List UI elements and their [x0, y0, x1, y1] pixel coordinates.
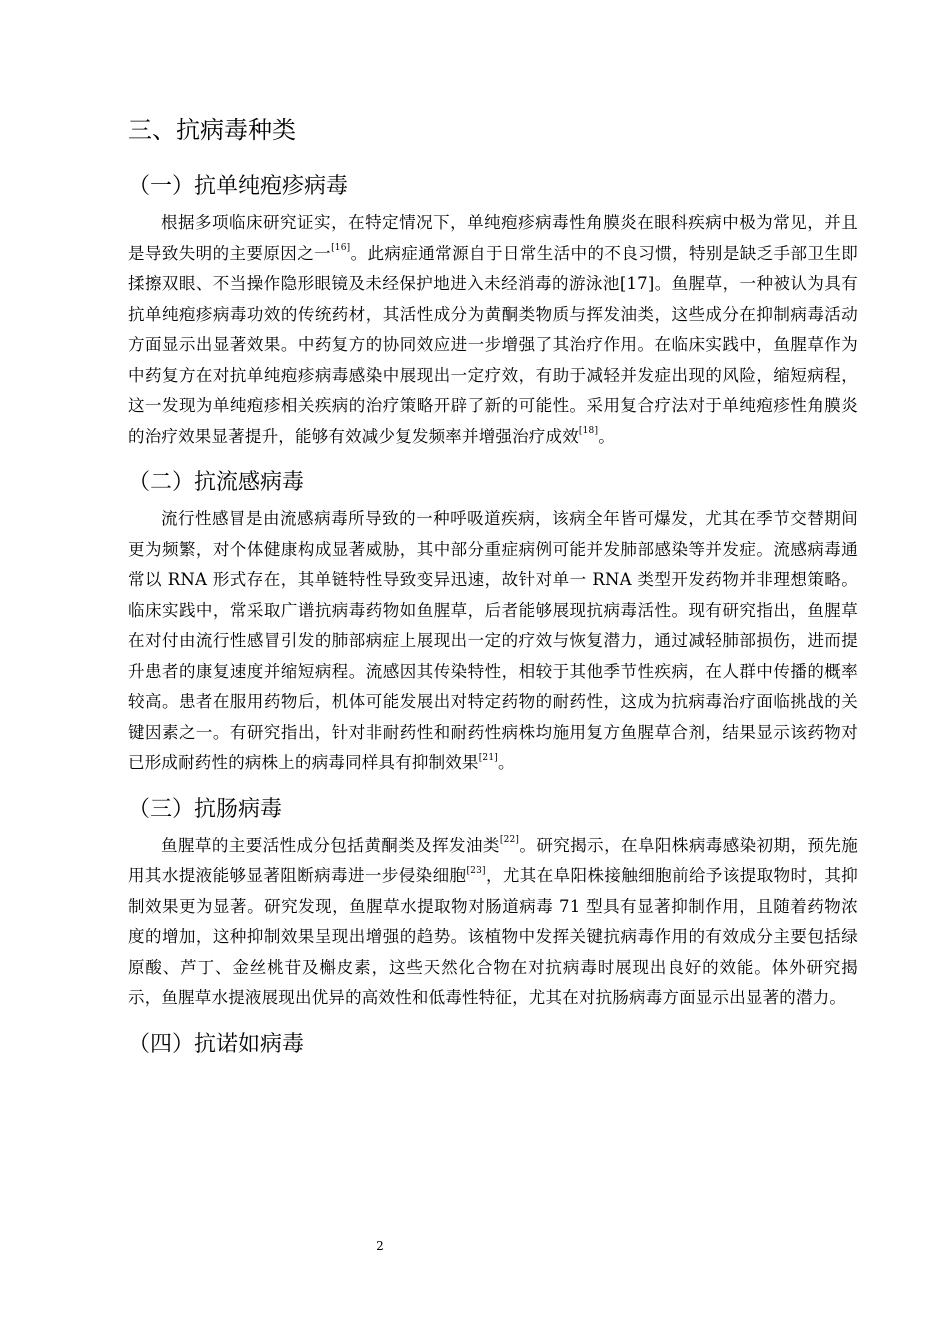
section-heading: 三、抗病毒种类 — [128, 116, 296, 144]
citation-ref: [22] — [499, 835, 520, 845]
text-run: 。 — [497, 753, 515, 772]
text-run: 。研究揭示，在阜阳株病毒感染初期，预先施用其水提液能够显著阻断病毒进一步侵染细胞 — [128, 835, 858, 885]
text-run: ，尤其在阜阳株接触细胞前给予该提取物时，其抑制效果更为显著。研究发现，鱼腥草水提取物对肠道病毒 71 型具有显著抑制作用，且随着药物浓度的增加，这种抑制效果呈现出增强的趋势。该植物中发挥关键抗病毒作用的有效成分主要包括绿原酸、芦丁、金丝桃苷及槲皮素，这些天然化合物在对抗病毒时展现出良好的效能。体外研究揭示，鱼腥草水提液展现出优异的高效性和低毒性特征，尤其在对抗肠病毒方面显示出显著的潜力。 — [128, 866, 858, 1007]
text-run: 。此病症通常源自于日常生活中的不良习惯，特别是缺乏手部卫生即揉擦双眼、不当操作隐形眼镜及未经保护地进入未经消毒的游泳池[17]。鱼腥草，一种被认为具有抗单纯疱疹病毒功效的传统药材，其活性成分为黄酮类物质与挥发油类，这些成分在抑制病毒活动方面显示出显著效果。中药复方的协同效应进一步增强了其治疗作用。在临床实践中，鱼腥草作为中药复方在对抗单纯疱疹病毒感染中展现出一定疗效，有助于减轻并发症出现的风险，缩短病程，这一发现为单纯疱疹相关疾病的治疗策略开辟了新的可能性。采用复合疗法对于单纯疱疹性角膜炎的治疗效果显著提升，能够有效减少复发频率并增强治疗成效 — [128, 243, 858, 446]
paragraph-enterovirus — [128, 831, 858, 1014]
text-run: 流行性感冒是由流感病毒所导致的一种呼吸道疾病，该病全年皆可爆发，尤其在季节交替期间更为频繁，对个体健康构成显著威胁，其中部分重症病例可能并发肺部感染等并发症。流感病毒通常以 RNA 形式存在，其单链特性导致变异迅速，故针对单一 RNA 类型开发药物并非理想策略。临床实践中，常采取广谱抗病毒药物如鱼腥草，后者能够展现抗病毒活性。现有研究指出，鱼腥草在对付由流行性感冒引发的肺部病症上展现出一定的疗效与恢复潜力，通过减轻肺部损伤，进而提升患者的康复速度并缩短病程。流感因其传染特性，相较于其他季节性疾病，在人群中传播的概率较高。患者在服用药物后，机体可能发展出对特定药物的耐药性，这成为抗病毒治疗面临挑战的关键因素之一。有研究指出，针对非耐药性和耐药性病株均施用复方鱼腥草合剂，结果显示该药物对已形成耐药性的病株上的病毒同样具有抑制效果 — [128, 509, 858, 772]
citation-ref: [23] — [466, 865, 486, 876]
page-number: 2 — [376, 1239, 384, 1253]
text-run: 根据多项临床研究证实，在特定情况下，单纯疱疹病毒性角膜炎在眼科疾病中极为常见，并且是导致失明的主要原因之一 — [128, 213, 858, 263]
paragraph-hsv — [128, 208, 858, 452]
subsection-title-influenza: （二）抗流感病毒 — [128, 470, 305, 495]
text-run: 鱼腥草的主要活性成分包括黄酮类及挥发油类 — [161, 835, 500, 855]
subsection-title-hsv: （一）抗单纯疱疹病毒 — [128, 174, 349, 199]
paragraph-influenza — [128, 504, 858, 779]
text-run: 。 — [598, 426, 615, 446]
subsection-title-enterovirus: （三）抗肠病毒 — [128, 796, 283, 822]
citation-ref: [21] — [478, 752, 498, 763]
citation-ref: [16] — [331, 243, 351, 253]
subsection-title-norovirus: （四）抗诺如病毒 — [128, 1031, 305, 1057]
page-content — [128, 112, 858, 1066]
citation-ref: [18] — [578, 426, 599, 436]
